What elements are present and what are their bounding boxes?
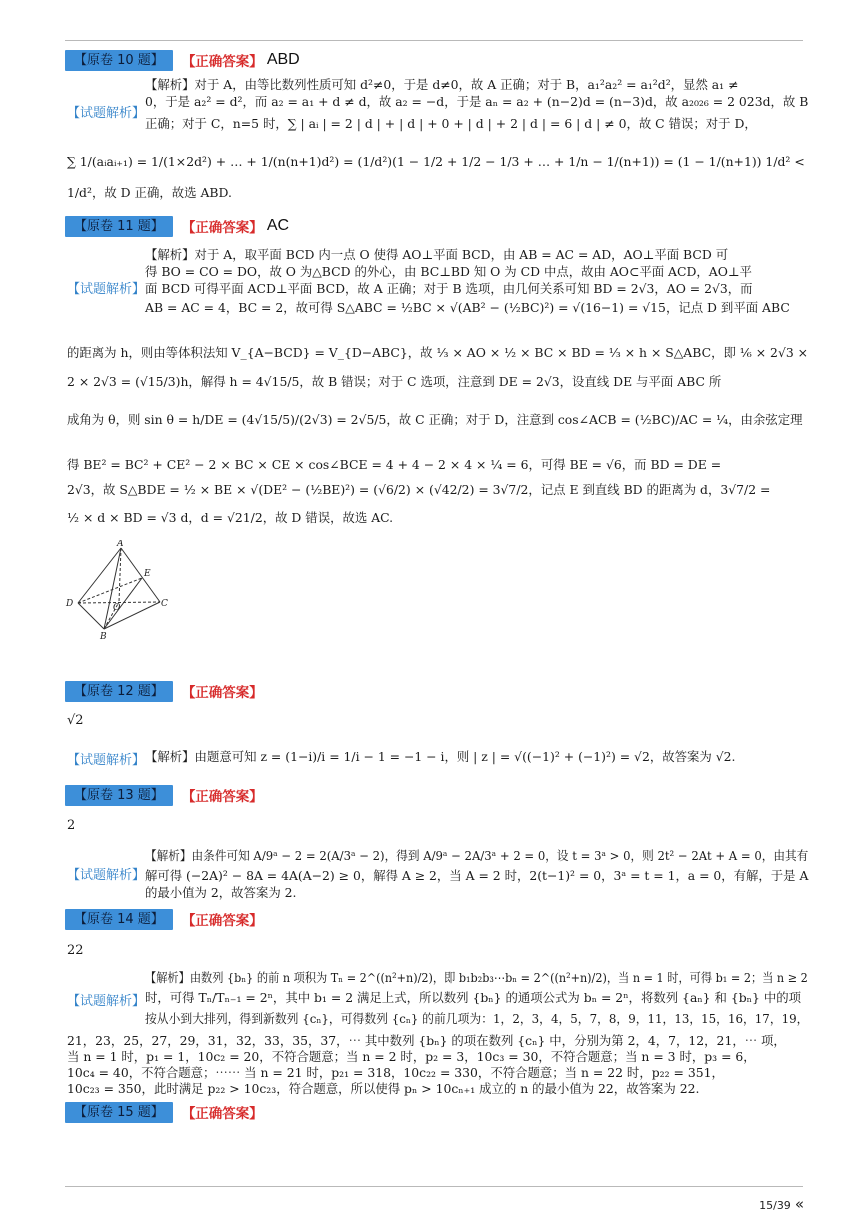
q14-line-4: 21，23，25，27，29，31，32，33，35，37，⋯ 其中数列 {bₙ} 的项在数列 {cₙ} 中，分别为第 2，4，7，12，21，⋯ 项，: [67, 1033, 786, 1048]
q13-line-2: 解可得 (−2A)² − 8A = 4A(A−2) ≥ 0，解得 A ≥ 2，当 A = 2 时，2(t−1)² = 0，3ᵃ = t = 1，a = 0，有解，于是 A: [145, 868, 809, 883]
q13-header: [65, 784, 263, 806]
q13-tag: 【原卷 13 题】: [65, 785, 173, 806]
prev-page-icon[interactable]: «: [794, 1195, 804, 1213]
q10-line-4: ∑ 1/(aᵢaᵢ₊₁) = 1/(1×2d²) + … + 1/(n(n+1)d²) = (1/d²)(1 − 1/2 + 1/2 − 1/3 + … + 1/n − 1/(n+1)) = (1 − 1/(n+1)) 1/d² <: [67, 154, 805, 169]
fig-label-b: B: [100, 632, 107, 640]
q11-header: [65, 215, 289, 237]
bottom-rule: [65, 1186, 803, 1187]
fig-label-a: A: [117, 540, 124, 549]
q11-line-7: 成角为 θ，则 sin θ = h/DE = (4√15/5)/(2√3) = 2√5/5，故 C 正确；对于 D，注意到 cos∠ACB = (½BC)/AC = ¼，由余弦定理: [67, 412, 803, 427]
q15-answer-label: 【正确答案】: [181, 1106, 263, 1122]
q14-line-2: 时，可得 Tₙ/Tₙ₋₁ = 2ⁿ，其中 b₁ = 2 满足上式，所以数列 {bₙ} 的通项公式为 bₙ = 2ⁿ，将数列 {aₙ} 和 {bₙ} 中的项: [145, 990, 802, 1005]
q14-line-3: 按从小到大排列，得到新数列 {cₙ}，可得数列 {cₙ} 的前几项为：1，2，3，4，5，7，8，9，11，13，15，16，17，19，: [145, 1011, 809, 1026]
q10-line-5: 1/d²，故 D 正确，故选 ABD.: [67, 185, 232, 200]
q14-line-5: 当 n = 1 时，p₁ = 1，10c₂ = 20，不符合题意；当 n = 2 时，p₂ = 3，10c₃ = 30，不符合题意；当 n = 3 时，p₃ = 6，: [67, 1049, 756, 1064]
q14-header: [65, 908, 263, 930]
q13-answer-label: 【正确答案】: [181, 789, 263, 805]
q10-tag: 【原卷 10 题】: [65, 50, 173, 71]
q13-line-3: 的最小值为 2，故答案为 2.: [145, 885, 297, 900]
q12-header: [65, 680, 263, 702]
q11-line-5: 的距离为 h，则由等体积法知 V_{A−BCD} = V_{D−ABC}，故 ⅓ × AO × ½ × BC × BD = ⅓ × h × S△ABC，即 ⅙ × 2√3 ×: [67, 345, 809, 360]
q14-tag: 【原卷 14 题】: [65, 909, 173, 930]
q13-answer-value: 2: [67, 818, 76, 833]
page-footer: [759, 1195, 804, 1213]
q10-analysis-label: 【试题解析】: [67, 106, 146, 121]
q14-answer-value: 22: [67, 943, 84, 958]
q11-line-3: 面 BCD 可得平面 ACD⊥平面 BCD，故 A 正确；对于 B 选项，由几何关系可知 BD = 2√3，AO = 2√3，而: [145, 281, 753, 296]
q11-analysis-label: 【试题解析】: [67, 282, 146, 297]
q14-analysis-label: 【试题解析】: [67, 994, 146, 1009]
q12-answer-label: 【正确答案】: [181, 685, 263, 701]
fig-label-o: O: [113, 603, 121, 613]
q10-answer-label: 【正确答案】: [181, 54, 263, 70]
tetrahedron-figure: [60, 540, 170, 640]
q11-line-10: ½ × d × BD = √3 d，d = √21/2，故 D 错误，故选 AC.: [67, 510, 394, 525]
q14-answer-label: 【正确答案】: [181, 913, 263, 929]
q15-header: [65, 1101, 263, 1123]
fig-label-e: E: [144, 569, 151, 579]
q10-line-1: 【解析】对于 A，由等比数列性质可知 d²≠0，于是 d≠0，故 A 正确；对于 B，a₁²a₂² = a₁²d²，显然 a₁ ≠: [145, 77, 739, 92]
fig-label-c: C: [161, 599, 168, 609]
q13-analysis-label: 【试题解析】: [67, 868, 146, 883]
q11-line-2: 得 BO = CO = DO，故 O 为△BCD 的外心，由 BC⊥BD 知 O 为 CD 中点，故由 AO⊂平面 ACD，AO⊥平: [145, 264, 752, 279]
page-number: 15/39: [759, 1199, 791, 1212]
q10-answer-value: ABD: [266, 51, 300, 68]
q12-analysis-label: 【试题解析】: [67, 753, 146, 768]
q12-tag: 【原卷 12 题】: [65, 681, 173, 702]
q11-answer-label: 【正确答案】: [181, 220, 263, 236]
q12-answer-value: √2: [67, 713, 84, 728]
q14-line-1: 【解析】由数列 {bₙ} 的前 n 项积为 Tₙ = 2^((n²+n)/2)，即 b₁b₂b₃⋯bₙ = 2^((n²+n)/2)，当 n = 1 时，可得 b₁ = 2；当 n ≥ 2: [145, 970, 808, 985]
top-rule: [65, 40, 803, 41]
q11-line-4: AB = AC = 4，BC = 2，故可得 S△ABC = ½BC × √(AB² − (½BC)²) = √(16−1) = √15，记点 D 到平面 ABC: [145, 300, 790, 315]
q13-line-1: 【解析】由条件可知 A/9ᵃ − 2 = 2(A/3ᵃ − 2)，得到 A/9ᵃ − 2A/3ᵃ + 2 = 0，设 t = 3ᵃ > 0，则 2t² − 2At + A = 0，由其有: [145, 848, 809, 863]
q10-line-3: 正确；对于 C，n=5 时，∑ | aᵢ | = 2 | d | + | d | + 0 + | d | + 2 | d | = 6 | d | ≠ 0，故 C 错误；对于 D，: [145, 116, 757, 131]
q14-line-7: 10c₂₃ = 350，此时满足 p₂₂ > 10c₂₃，符合题意，所以使得 pₙ > 10cₙ₊₁ 成立的 n 的最小值为 22，故答案为 22.: [67, 1081, 700, 1096]
q11-line-9: 2√3，故 S△BDE = ½ × BE × √(DE² − (½BE)²) = (√6/2) × (√42/2) = 3√7/2，记点 E 到直线 BD 的距离为 d，3√7/2 =: [67, 482, 771, 497]
fig-label-d: D: [66, 599, 74, 609]
q11-line-1: 【解析】对于 A，取平面 BCD 内一点 O 使得 AO⊥平面 BCD，由 AB = AC = AD，AO⊥平面 BCD 可: [145, 247, 729, 262]
q15-tag: 【原卷 15 题】: [65, 1102, 173, 1123]
q11-answer-value: AC: [266, 217, 290, 234]
q11-tag: 【原卷 11 题】: [65, 216, 173, 237]
q10-header: [65, 49, 300, 71]
q14-line-6: 10c₄ = 40，不符合题意；⋯⋯ 当 n = 21 时，p₂₁ = 318，10c₂₂ = 330，不符合题意；当 n = 22 时，p₂₂ = 351，: [67, 1065, 724, 1080]
q11-line-6: 2 × 2√3 = (√15/3)h，解得 h = 4√15/5，故 B 错误；对于 C 选项，注意到 DE = 2√3，设直线 DE 与平面 ABC 所: [67, 374, 722, 389]
q10-line-2: 0，于是 a₂² = d²，而 a₂ = a₁ + d ≠ d，故 a₂ = −d，于是 aₙ = a₂ + (n−2)d = (n−3)d，故 a₂₀₂₆ = 2 023d，故 B: [145, 94, 809, 109]
q12-line: 【解析】由题意可知 z = (1−i)/i = 1/i − 1 = −1 − i，则 | z | = √((−1)² + (−1)²) = √2，故答案为 √2.: [145, 749, 736, 764]
q11-line-8: 得 BE² = BC² + CE² − 2 × BC × CE × cos∠BCE = 4 + 4 − 2 × 4 × ¼ = 6，可得 BE = √6，而 BD = DE =: [67, 457, 722, 472]
